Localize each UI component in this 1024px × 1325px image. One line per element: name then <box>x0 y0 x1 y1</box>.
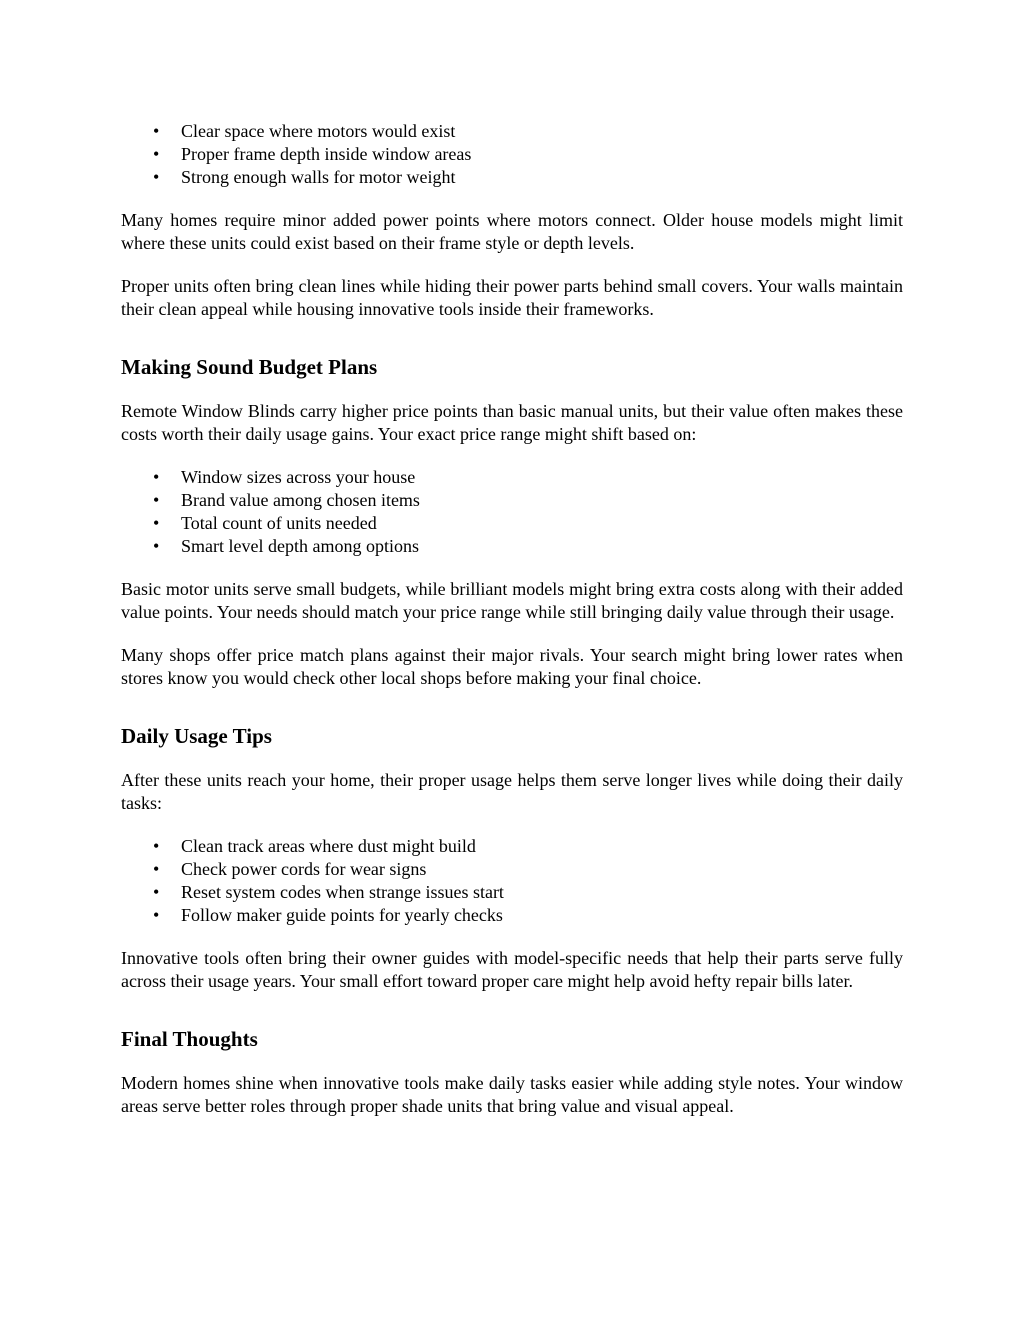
list-item: • Clean track areas where dust might build <box>121 835 903 858</box>
list-item: • Proper frame depth inside window areas <box>121 143 903 166</box>
section-heading-budget: Making Sound Budget Plans <box>121 355 378 379</box>
paragraph: Innovative tools often bring their owner guides with model-specific needs that help their parts serve fully across their usage years. Your small effort toward proper care might help avoid hefty repair bills later. <box>121 948 903 991</box>
paragraph: After these units reach your home, their proper usage helps them serve longer lives while doing their daily tasks: <box>121 770 903 813</box>
intro-bullet-list <box>121 120 903 189</box>
list-item: • Strong enough walls for motor weight <box>121 166 903 189</box>
usage-bullet-list <box>121 835 903 927</box>
paragraph: Remote Window Blinds carry higher price points than basic manual units, but their value often makes these costs worth their daily usage gains. Your exact price range might shift based on: <box>121 401 903 444</box>
list-item: • Check power cords for wear signs <box>121 858 903 881</box>
paragraph: Many homes require minor added power points where motors connect. Older house models might limit where these units could exist based on their frame style or depth levels. <box>121 210 903 253</box>
paragraph: Proper units often bring clean lines while hiding their power parts behind small covers. Your walls maintain their clean appeal while housing innovative tools inside their frameworks. <box>121 276 903 319</box>
list-item: • Window sizes across your house <box>121 466 903 489</box>
list-item: • Total count of units needed <box>121 512 903 535</box>
budget-bullet-list <box>121 466 903 558</box>
list-item: • Clear space where motors would exist <box>121 120 903 143</box>
list-item: • Brand value among chosen items <box>121 489 903 512</box>
section-heading-final: Final Thoughts <box>121 1027 258 1051</box>
list-item: • Smart level depth among options <box>121 535 903 558</box>
list-item: • Follow maker guide points for yearly checks <box>121 904 903 927</box>
paragraph: Modern homes shine when innovative tools make daily tasks easier while adding style notes. Your window areas serve better roles through proper shade units that bring value and visual appeal. <box>121 1073 903 1116</box>
paragraph: Many shops offer price match plans against their major rivals. Your search might bring lower rates when stores know you would check other local shops before making your final choice. <box>121 645 903 688</box>
list-item: • Reset system codes when strange issues start <box>121 881 903 904</box>
document-page <box>121 120 903 1138</box>
section-heading-usage: Daily Usage Tips <box>121 724 272 748</box>
paragraph: Basic motor units serve small budgets, while brilliant models might bring extra costs along with their added value points. Your needs should match your price range while still bringing daily value through their usage. <box>121 579 903 622</box>
